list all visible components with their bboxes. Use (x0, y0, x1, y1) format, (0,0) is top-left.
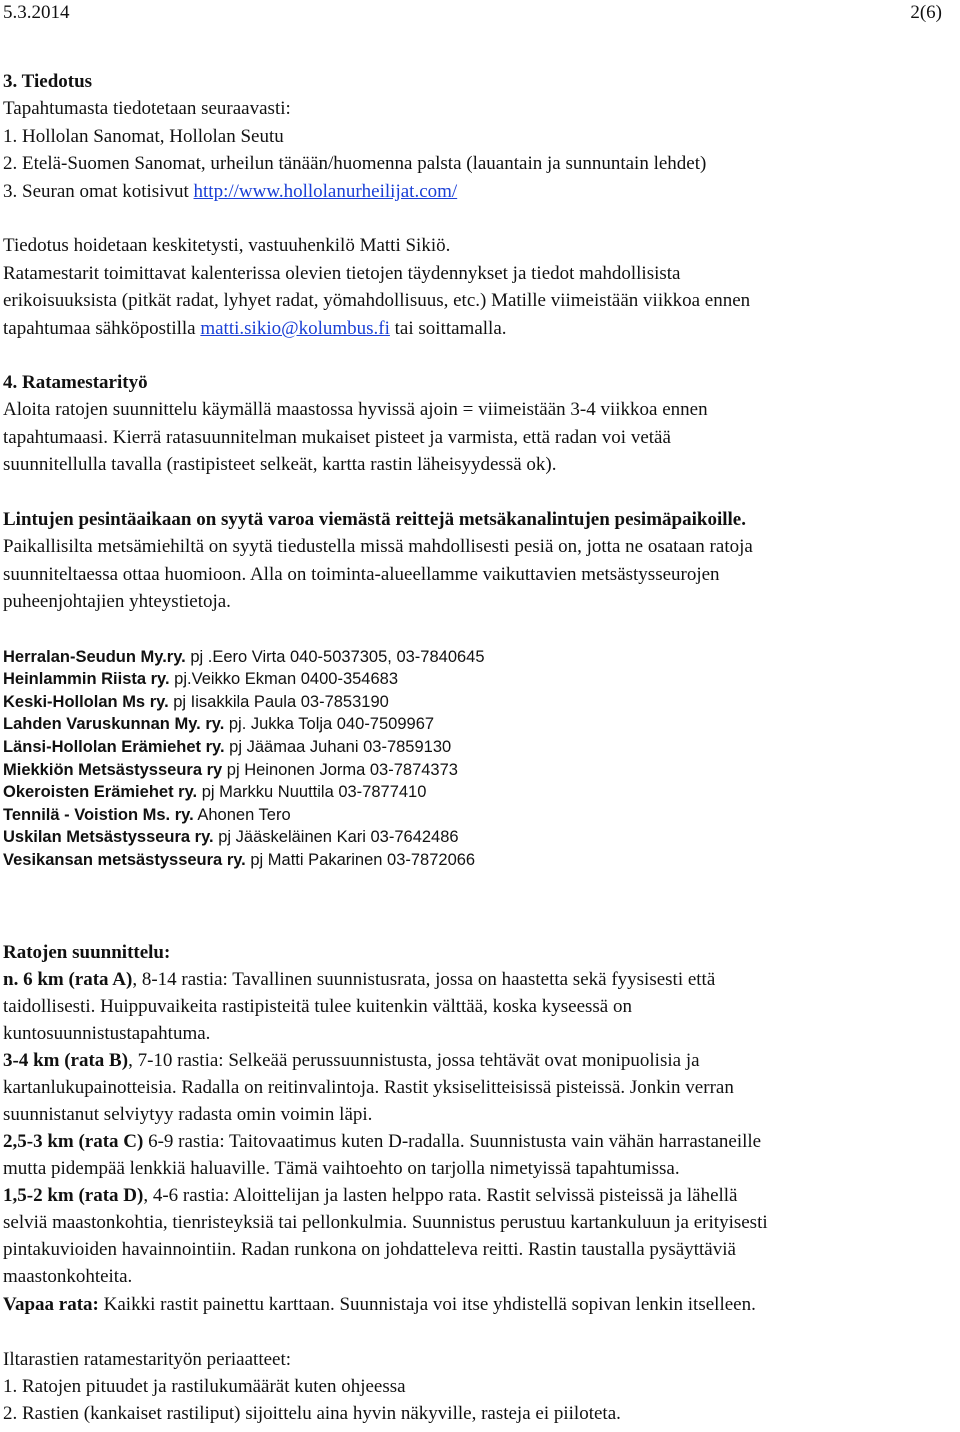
bird-nesting-warning: Lintujen pesintäaikaan on syytä varoa viemästä reittejä metsäkanalintujen pesimäpaikoille. (3, 509, 746, 530)
contact-org: Heinlammin Riista ry. (3, 670, 170, 688)
evening-item: 1. Ratojen pituudet ja rastilukumäärät kuten ohjeessa (3, 1376, 406, 1397)
s3-para-line: Ratamestarit toimittavat kalenterissa olevien tietojen täydennykset ja tiedot mahdollisista (3, 263, 681, 284)
s3-item-3-text: 3. Seuran omat kotisivut (3, 181, 189, 202)
contact-row (3, 804, 291, 826)
s3-para-line: Tiedotus hoidetaan keskitetysti, vastuuhenkilö Matti Sikiö. (3, 235, 451, 256)
s4-line: tapahtumaasi. Kierrä ratasuunnitelman mukaiset pisteet ja varmista, että radan voi vetää (3, 427, 671, 448)
contact-info: pj Iisakkila Paula 03-7853190 (168, 693, 389, 711)
s3-intro: Tapahtumasta tiedotetaan seuraavasti: (3, 98, 291, 119)
course-d (3, 1183, 738, 1209)
contact-row (3, 691, 389, 713)
contact-row (3, 849, 475, 871)
course-line: kartanlukupainotteisia. Radalla on reitinvalintoja. Rastit yksiselitteisissä pisteissä. Jonkin verran (3, 1077, 734, 1098)
warning-line: puheenjohtajien yhteystietoja. (3, 591, 231, 612)
contact-row (3, 759, 458, 781)
contact-info: pj Jääskeläinen Kari 03-7642486 (213, 828, 459, 846)
s3-item-2: 2. Etelä-Suomen Sanomat, urheilun tänään/huomenna palsta (lauantain ja sunnuntain lehdet) (3, 153, 707, 174)
course-b (3, 1048, 700, 1074)
evening-heading: Iltarastien ratamestarityön periaatteet: (3, 1349, 292, 1370)
planning-heading: Ratojen suunnittelu: (3, 942, 171, 963)
course-a (3, 967, 715, 993)
contact-org: Okeroisten Erämiehet ry. (3, 783, 198, 801)
section-4-heading: 4. Ratamestarityö (3, 372, 148, 393)
email-link[interactable]: matti.sikio@kolumbus.fi (200, 318, 390, 339)
course-line: selviä maastonkohtia, tienristeyksiä tai pellonkulmia. Suunnistus perustuu kartankuluun ja erityisesti (3, 1212, 768, 1233)
contact-info: pj Jäämaa Juhani 03-7859130 (224, 738, 452, 756)
contact-row (3, 736, 451, 758)
course-c (3, 1129, 761, 1155)
course-line: pintakuvioiden havainnointiin. Radan runkona on johdatteleva reitti. Rastin taustalla pysäyttäviä (3, 1239, 736, 1260)
s3-item-1: 1. Hollolan Sanomat, Hollolan Seutu (3, 126, 284, 147)
contact-row (3, 668, 398, 690)
s4-line: suunnitellulla tavalla (rastipisteet selkeät, kartta rastin läheisyydessä ok). (3, 454, 557, 475)
course-line: maastonkohteita. (3, 1266, 133, 1287)
club-website-link[interactable]: http://www.hollolanurheilijat.com/ (193, 181, 458, 202)
s3-para-line: erikoisuuksista (pitkät radat, lyhyet radat, yömahdollisuus, etc.) Matille viimeistään viikkoa ennen (3, 290, 751, 311)
course-line: mutta pidempää lenkkiä haluaville. Tämä vaihtoehto on tarjolla nimetyissä tapahtumissa. (3, 1158, 680, 1179)
contact-org: Lahden Varuskunnan My. ry. (3, 715, 225, 733)
s3-email-prefix: tapahtumaa sähköpostilla (3, 318, 196, 339)
contact-row (3, 646, 485, 668)
header-date: 5.3.2014 (3, 2, 70, 23)
s3-email-suffix: tai soittamalla. (394, 318, 507, 339)
course-line: suunnistanut selviytyy radasta omin voimin läpi. (3, 1104, 373, 1125)
course-a-text: , 8-14 rastia: Tavallinen suunnistusrata, jossa on haastetta sekä fyysisesti että (132, 969, 716, 990)
s3-item-3 (3, 179, 457, 205)
contact-info: pj Matti Pakarinen 03-7872066 (245, 851, 476, 869)
course-c-label: 2,5-3 km (rata C) (3, 1131, 144, 1152)
course-line: taidollisesti. Huippuvaikeita rastipisteitä tulee kuitenkin välttää, koska kyseessä on (3, 996, 632, 1017)
contact-info: Ahonen Tero (193, 806, 291, 824)
contact-info: pj Heinonen Jorma 03-7874373 (222, 761, 458, 779)
course-line: kuntosuunnistustapahtuma. (3, 1023, 211, 1044)
course-b-text: , 7-10 rastia: Selkeää perussuunnistusta, jossa tehtävät ovat monipuolisia ja (128, 1050, 700, 1071)
course-d-text: , 4-6 rastia: Aloittelijan ja lasten helppo rata. Rastit selvissä pisteissä ja lähellä (143, 1185, 738, 1206)
contact-org: Herralan-Seudun My.ry. (3, 648, 186, 666)
contact-row (3, 713, 434, 735)
warning-line: Paikallisilta metsämiehiltä on syytä tiedustella missä mahdollisesti pesiä on, jotta ne osataan ratoja (3, 536, 753, 557)
contact-org: Länsi-Hollolan Erämiehet ry. (3, 738, 225, 756)
free-course-label: Vapaa rata: (3, 1294, 99, 1315)
course-d-label: 1,5-2 km (rata D) (3, 1185, 144, 1206)
s4-line: Aloita ratojen suunnittelu käymällä maastossa hyvissä ajoin = viimeistään 3-4 viikkoa ennen (3, 399, 708, 420)
contact-info: pj.Veikko Ekman 0400-354683 (169, 670, 398, 688)
contact-org: Keski-Hollolan Ms ry. (3, 693, 169, 711)
evening-item: 2. Rastien (kankaiset rastiliput) sijoittelu aina hyvin näkyville, rasteja ei piiloteta. (3, 1403, 621, 1424)
contact-org: Miekkiön Metsästysseura ry (3, 761, 223, 779)
page-number: 2(6) (910, 2, 942, 23)
contact-org: Vesikansan metsästysseura ry. (3, 851, 246, 869)
contact-row (3, 826, 459, 848)
course-a-label: n. 6 km (rata A) (3, 969, 133, 990)
contact-info: pj Markku Nuuttila 03-7877410 (197, 783, 427, 801)
course-b-label: 3-4 km (rata B) (3, 1050, 129, 1071)
contact-info: pj. Jukka Tolja 040-7509967 (224, 715, 435, 733)
contact-info: pj .Eero Virta 040-5037305, 03-7840645 (185, 648, 485, 666)
free-course (3, 1292, 756, 1318)
warning-line: suunniteltaessa ottaa huomioon. Alla on toiminta-alueellamme vaikuttavien metsästysseurojen (3, 564, 720, 585)
contact-row (3, 781, 426, 803)
course-c-text: 6-9 rastia: Taitovaatimus kuten D-radalla. Suunnistusta vain vähän harrastaneille (143, 1131, 762, 1152)
contact-org: Uskilan Metsästysseura ry. (3, 828, 214, 846)
s3-para-line (3, 316, 507, 342)
free-course-text: Kaikki rastit painettu karttaan. Suunnistaja voi itse yhdistellä sopivan lenkin itselleen. (98, 1294, 756, 1315)
contact-org: Tennilä - Voistion Ms. ry. (3, 806, 194, 824)
section-3-heading: 3. Tiedotus (3, 71, 93, 92)
